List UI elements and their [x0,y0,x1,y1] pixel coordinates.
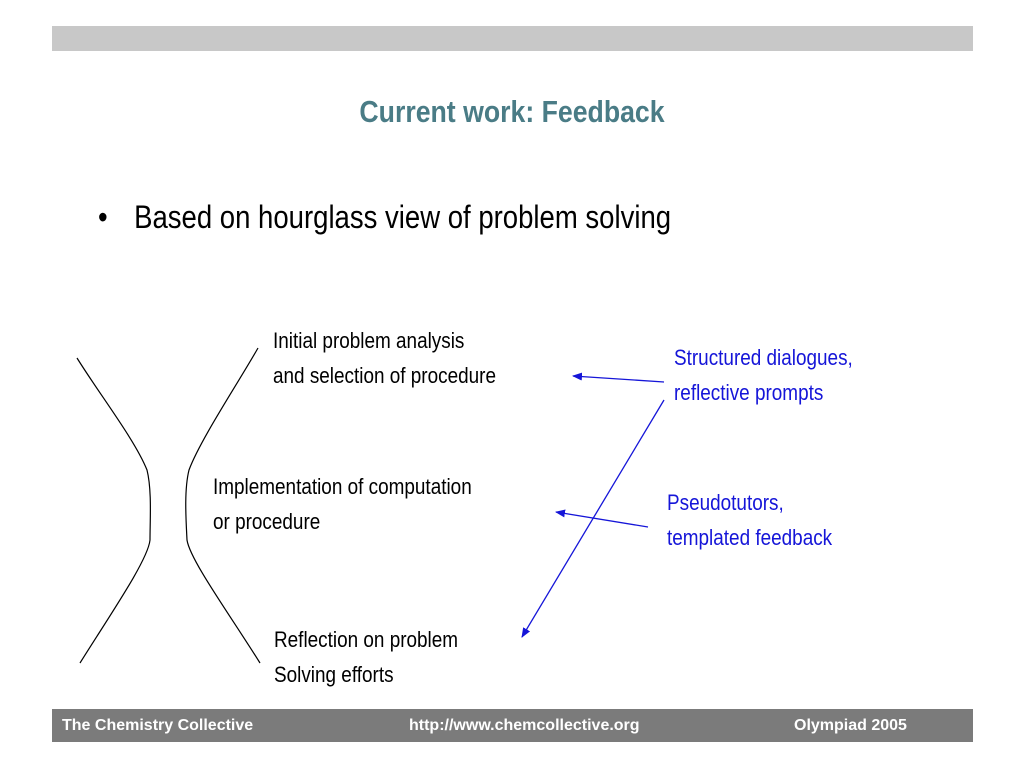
feedback-label-dialogues [674,340,853,410]
feedback-label-line: templated feedback [667,525,833,550]
hourglass-left-outline [77,358,150,663]
feedback-label-line: Pseudotutors, [667,490,784,515]
stage-label-implementation [213,469,472,539]
stage-label-line: Solving efforts [274,662,394,687]
stage-label-line: or procedure [213,509,321,534]
stage-label-analysis [273,323,496,393]
slide-title: Current work: Feedback [359,94,665,129]
bullet-icon: • [98,199,108,235]
feedback-label-line: reflective prompts [674,380,824,405]
bullet-text: Based on hourglass view of problem solving [134,199,672,235]
stage-label-line: Initial problem analysis [273,328,465,353]
stage-label-line: Reflection on problem [274,627,459,652]
arrow-dialogues-to-analysis [573,376,664,382]
stage-label-reflection [274,622,458,692]
stage-label-line: Implementation of computation [213,474,472,499]
feedback-label-pseudotutors [667,485,832,555]
footer-organization: The Chemistry Collective [62,717,254,734]
feedback-label-line: Structured dialogues, [674,345,853,370]
arrow-pseudotutors-to-implementation [556,512,648,527]
footer-bar [52,709,973,742]
footer-event: Olympiad 2005 [794,717,907,734]
stage-label-line: and selection of procedure [273,363,496,388]
footer-url: http://www.chemcollective.org [409,717,640,734]
